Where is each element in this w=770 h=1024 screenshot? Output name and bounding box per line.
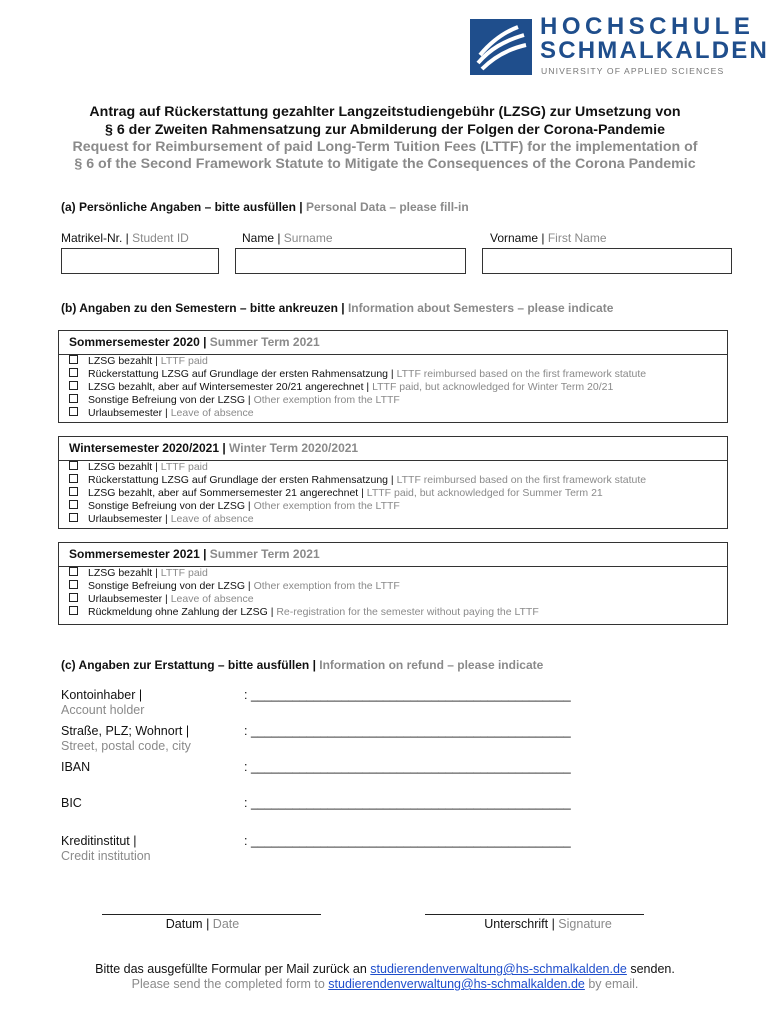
logo-text-schmalkalden: SCHMALKALDEN bbox=[540, 37, 770, 64]
checkbox[interactable] bbox=[69, 567, 78, 576]
footer-en-text: Please send the completed form to bbox=[131, 977, 329, 991]
surname-label bbox=[242, 231, 333, 245]
option-checkbox-row[interactable] bbox=[69, 381, 613, 393]
date-label-en: Date bbox=[212, 917, 240, 931]
checkbox[interactable] bbox=[69, 513, 78, 522]
semester-title bbox=[69, 547, 320, 561]
option-label-en: Leave of absence bbox=[170, 593, 254, 605]
semester-box-summer-2020 bbox=[58, 330, 728, 423]
option-label-de: Urlaubsemester | bbox=[88, 407, 171, 419]
footer-en bbox=[0, 977, 770, 991]
semester-title bbox=[69, 441, 358, 455]
title-de-line1: Antrag auf Rückerstattung gezahlter Langzeitstudiengebühr (LZSG) zur Umsetzung von bbox=[89, 104, 681, 120]
option-label-de: Rückmeldung ohne Zahlung der LZSG | bbox=[88, 606, 277, 618]
checkbox[interactable] bbox=[69, 500, 78, 509]
option-label-en: Other exemption from the LTTF bbox=[253, 500, 400, 512]
option-label-de: LZSG bezahlt, aber auf Sommersemester 21 angerechnet | bbox=[88, 487, 367, 499]
first-name-label-de: Vorname | bbox=[490, 231, 548, 245]
option-label-de: LZSG bezahlt | bbox=[88, 461, 161, 473]
student-id-field[interactable] bbox=[61, 248, 219, 274]
student-id-label bbox=[61, 231, 189, 245]
option-label-de: LZSG bezahlt | bbox=[88, 355, 161, 367]
credit-institution-label-de: Kreditinstitut | bbox=[61, 834, 137, 848]
surname-label-de: Name | bbox=[242, 231, 284, 245]
option-checkbox-row[interactable] bbox=[69, 487, 603, 499]
option-checkbox-row[interactable] bbox=[69, 368, 646, 380]
option-label-de: Sonstige Befreiung von der LZSG | bbox=[88, 394, 254, 406]
semester-title-de: Sommersemester 2021 | bbox=[69, 547, 210, 561]
first-name-field[interactable] bbox=[482, 248, 732, 274]
semester-box-winter-2020-2021 bbox=[58, 436, 728, 529]
option-label-en: LTTF paid, but acknowledged for Summer Term 21 bbox=[366, 487, 603, 499]
title-en-line1: Request for Reimbursement of paid Long-Term Tuition Fees (LTTF) for the implementation of bbox=[72, 139, 698, 155]
university-logo-mark bbox=[470, 19, 532, 75]
option-label-de: Sonstige Befreiung von der LZSG | bbox=[88, 500, 254, 512]
section-c-heading bbox=[61, 658, 543, 672]
first-name-label-en: First Name bbox=[547, 231, 607, 245]
checkbox[interactable] bbox=[69, 606, 78, 615]
checkbox[interactable] bbox=[69, 368, 78, 377]
option-label-en: Re-registration for the semester without paying the LTTF bbox=[276, 606, 539, 618]
option-checkbox-row[interactable] bbox=[69, 567, 208, 579]
option-label-de: Urlaubsemester | bbox=[88, 513, 171, 525]
signature-label-en: Signature bbox=[558, 917, 612, 931]
semester-title-de: Wintersemester 2020/2021 | bbox=[69, 441, 230, 455]
address-label-de: Straße, PLZ; Wohnort | bbox=[61, 724, 190, 738]
section-a-heading-de: (a) Persönliche Angaben – bitte ausfüllen | bbox=[61, 200, 306, 214]
surname-field[interactable] bbox=[235, 248, 466, 274]
option-label-de: Sonstige Befreiung von der LZSG | bbox=[88, 580, 254, 592]
email-link[interactable]: studierendenverwaltung@hs-schmalkalden.de bbox=[370, 962, 627, 976]
option-checkbox-row[interactable] bbox=[69, 461, 208, 473]
semester-title-en: Summer Term 2021 bbox=[209, 547, 320, 561]
option-label-en: Other exemption from the LTTF bbox=[253, 394, 400, 406]
option-checkbox-row[interactable] bbox=[69, 580, 400, 592]
semester-title bbox=[69, 335, 320, 349]
section-c-heading-de: (c) Angaben zur Erstattung – bitte ausfüllen | bbox=[61, 658, 320, 672]
option-checkbox-row[interactable] bbox=[69, 394, 400, 406]
email-link[interactable]: studierendenverwaltung@hs-schmalkalden.de bbox=[328, 977, 585, 991]
section-c-heading-en: Information on refund – please indicate bbox=[319, 658, 544, 672]
credit-institution-label bbox=[61, 834, 151, 864]
option-label-en: Other exemption from the LTTF bbox=[253, 580, 400, 592]
option-checkbox-row[interactable] bbox=[69, 407, 254, 419]
option-label-en: Leave of absence bbox=[170, 513, 254, 525]
bic-field[interactable]: : ______________________________________________ bbox=[244, 796, 571, 810]
account-holder-label bbox=[61, 688, 144, 718]
option-checkbox-row[interactable] bbox=[69, 355, 208, 367]
checkbox[interactable] bbox=[69, 461, 78, 470]
logo-subtitle: UNIVERSITY OF APPLIED SCIENCES bbox=[541, 66, 725, 76]
date-line[interactable] bbox=[102, 914, 321, 915]
option-label-de: LZSG bezahlt, aber auf Wintersemester 20/21 angerechnet | bbox=[88, 381, 373, 393]
account-holder-label-de: Kontoinhaber | bbox=[61, 688, 143, 702]
date-label-de: Datum | bbox=[165, 917, 213, 931]
signature-label-de: Unterschrift | bbox=[484, 917, 559, 931]
section-a-heading bbox=[61, 200, 469, 214]
option-label-en: LTTF paid bbox=[160, 355, 208, 367]
surname-label-en: Surname bbox=[283, 231, 333, 245]
first-name-label bbox=[490, 231, 607, 245]
option-label-de: Rückerstattung LZSG auf Grundlage der ersten Rahmensatzung | bbox=[88, 474, 397, 486]
option-label-de: Rückerstattung LZSG auf Grundlage der ersten Rahmensatzung | bbox=[88, 368, 397, 380]
option-label-en: Leave of absence bbox=[170, 407, 254, 419]
signature-label bbox=[425, 917, 671, 931]
semester-title-de: Sommersemester 2020 | bbox=[69, 335, 210, 349]
credit-institution-label-en: Credit institution bbox=[61, 849, 151, 863]
footer-de-text-end: senden. bbox=[626, 962, 675, 976]
option-label-en: LTTF reimbursed based on the first framework statute bbox=[396, 474, 647, 486]
semester-title-en: Winter Term 2020/2021 bbox=[229, 441, 359, 455]
semester-title-en: Summer Term 2021 bbox=[209, 335, 320, 349]
footer-de-text: Bitte das ausgefüllte Formular per Mail zurück an bbox=[95, 962, 371, 976]
semester-box-summer-2021 bbox=[58, 542, 728, 625]
option-checkbox-row[interactable] bbox=[69, 593, 254, 605]
credit-institution-field[interactable]: : ______________________________________________ bbox=[244, 834, 571, 848]
student-id-label-en: Student ID bbox=[132, 231, 189, 245]
option-label-en: LTTF paid bbox=[160, 567, 208, 579]
option-label-en: LTTF paid bbox=[160, 461, 208, 473]
logo-text-hochschule: HOCHSCHULE bbox=[540, 13, 755, 40]
option-checkbox-row[interactable] bbox=[69, 474, 646, 486]
signature-line[interactable] bbox=[425, 914, 644, 915]
checkbox[interactable] bbox=[69, 474, 78, 483]
checkbox[interactable] bbox=[69, 394, 78, 403]
checkbox[interactable] bbox=[69, 487, 78, 496]
section-b-heading bbox=[61, 301, 613, 315]
bic-label: BIC bbox=[61, 796, 82, 810]
checkbox[interactable] bbox=[69, 593, 78, 602]
option-checkbox-row[interactable] bbox=[69, 513, 254, 525]
address-label-en: Street, postal code, city bbox=[61, 739, 191, 753]
section-b-heading-de: (b) Angaben zu den Semestern – bitte ankreuzen | bbox=[61, 301, 348, 315]
student-id-label-de: Matrikel-Nr. | bbox=[61, 231, 133, 245]
checkbox[interactable] bbox=[69, 580, 78, 589]
title-en-line2: § 6 of the Second Framework Statute to Mitigate the Consequences of the Corona Pandemic bbox=[74, 156, 696, 172]
option-checkbox-row[interactable] bbox=[69, 500, 400, 512]
checkbox[interactable] bbox=[69, 407, 78, 416]
section-a-heading-en: Personal Data – please fill-in bbox=[305, 200, 469, 214]
option-label-de: LZSG bezahlt | bbox=[88, 567, 161, 579]
option-label-de: Urlaubsemester | bbox=[88, 593, 171, 605]
title-de-line2: § 6 der Zweiten Rahmensatzung zur Abmilderung der Folgen der Corona-Pandemie bbox=[105, 122, 665, 138]
address-label bbox=[61, 724, 191, 754]
date-label bbox=[102, 917, 303, 931]
option-label-en: LTTF reimbursed based on the first framework statute bbox=[396, 368, 647, 380]
account-holder-label-en: Account holder bbox=[61, 703, 145, 717]
address-field[interactable]: : ______________________________________________ bbox=[244, 724, 571, 738]
checkbox[interactable] bbox=[69, 355, 78, 364]
iban-label: IBAN bbox=[61, 760, 91, 774]
option-checkbox-row[interactable] bbox=[69, 606, 539, 618]
footer-en-text-end: by email. bbox=[584, 977, 639, 991]
footer-de bbox=[0, 962, 770, 976]
account-holder-field[interactable]: : ______________________________________________ bbox=[244, 688, 571, 702]
iban-field[interactable]: : ______________________________________________ bbox=[244, 760, 571, 774]
option-label-en: LTTF paid, but acknowledged for Winter Term 20/21 bbox=[372, 381, 614, 393]
section-b-heading-en: Information about Semesters – please indicate bbox=[347, 301, 614, 315]
checkbox[interactable] bbox=[69, 381, 78, 390]
